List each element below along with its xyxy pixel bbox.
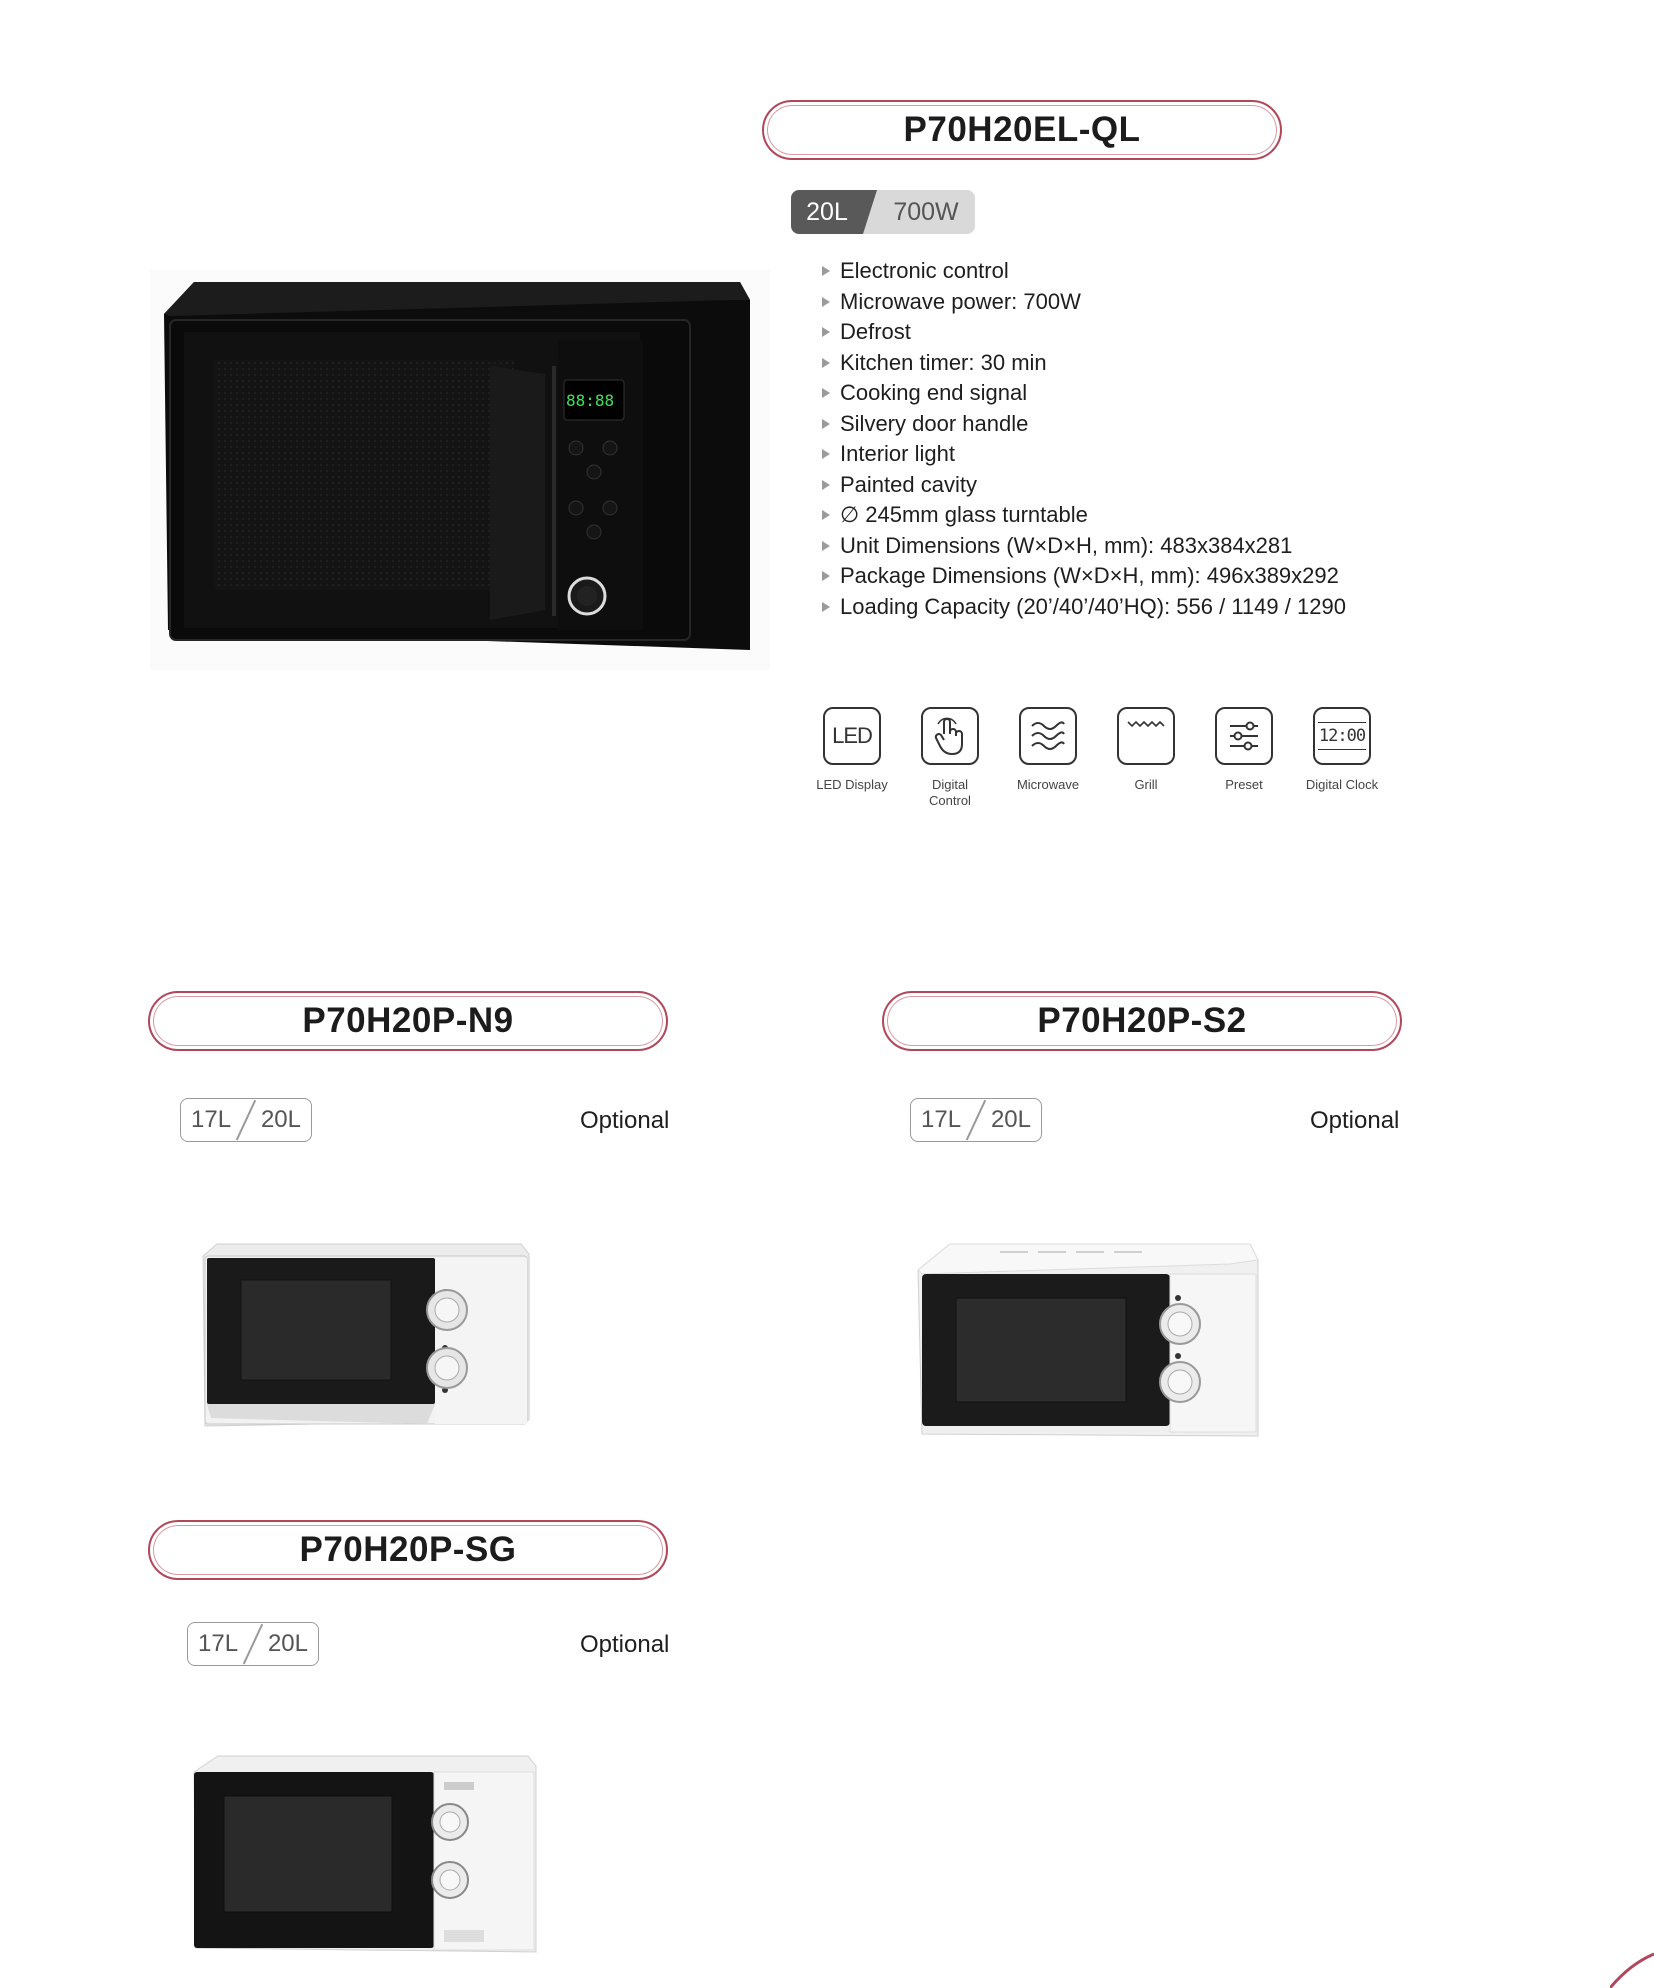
optional-label: Optional bbox=[1310, 1107, 1400, 1134]
capacity-label: 20L bbox=[791, 190, 863, 234]
power-label: 700W bbox=[863, 190, 975, 234]
feature-icon-led bbox=[804, 707, 900, 793]
feature-item: Unit Dimensions (W×D×H, mm): 483x384x281 bbox=[822, 531, 1346, 562]
feature-list bbox=[822, 256, 1346, 622]
bullet-icon bbox=[822, 297, 830, 307]
icon-label: Microwave bbox=[1016, 777, 1080, 792]
capacity-b: 20L bbox=[267, 1630, 308, 1657]
bullet-icon bbox=[822, 419, 830, 429]
icon-label: Preset bbox=[1225, 777, 1263, 792]
feature-icon-preset bbox=[1196, 707, 1292, 793]
slash-divider bbox=[966, 1100, 986, 1140]
bullet-icon bbox=[822, 602, 830, 612]
led-display-icon: LED bbox=[823, 707, 881, 765]
bullet-icon bbox=[822, 327, 830, 337]
feature-icon-digital-control bbox=[902, 707, 998, 809]
bullet-icon bbox=[822, 266, 830, 276]
capacity-tag bbox=[180, 1098, 312, 1142]
feature-item: Silvery door handle bbox=[822, 409, 1346, 440]
model-title-text: P70H20P-N9 bbox=[302, 1001, 514, 1040]
model-title-text: P70H20P-S2 bbox=[1037, 1001, 1247, 1040]
capacity-b: 20L bbox=[990, 1106, 1031, 1133]
feature-icon-microwave bbox=[1000, 707, 1096, 793]
capacity-a: 17L bbox=[198, 1630, 239, 1657]
model-title-text: P70H20EL-QL bbox=[903, 110, 1141, 149]
feature-item: Cooking end signal bbox=[822, 378, 1346, 409]
model-title-s2 bbox=[882, 991, 1402, 1051]
digital-control-icon bbox=[921, 707, 979, 765]
corner-swoosh-decoration bbox=[1610, 1950, 1654, 1988]
digital-clock-icon: 12:00 bbox=[1313, 707, 1371, 765]
model-title-text: P70H20P-SG bbox=[299, 1530, 517, 1569]
feature-item: Loading Capacity (20’/40’/40’HQ): 556 / 1149 / 1290 bbox=[822, 592, 1346, 623]
feature-item: Painted cavity bbox=[822, 470, 1346, 501]
feature-item: Microwave power: 700W bbox=[822, 287, 1346, 318]
bullet-icon bbox=[822, 358, 830, 368]
optional-label: Optional bbox=[580, 1631, 670, 1658]
display-readout: 88:88 bbox=[566, 391, 615, 410]
feature-icon-digital-clock bbox=[1294, 707, 1390, 793]
feature-item: Electronic control bbox=[822, 256, 1346, 287]
microwave-icon bbox=[1019, 707, 1077, 765]
microwave-n9-image bbox=[195, 1240, 535, 1435]
feature-item: Kitchen timer: 30 min bbox=[822, 348, 1346, 379]
model-title-n9 bbox=[148, 991, 668, 1051]
icon-label: Grill bbox=[1134, 777, 1158, 792]
microwave-black-image bbox=[150, 270, 770, 670]
bullet-icon bbox=[822, 541, 830, 551]
feature-item: Defrost bbox=[822, 317, 1346, 348]
slash-divider bbox=[243, 1624, 263, 1664]
model-title-sg bbox=[148, 1520, 668, 1580]
grill-icon bbox=[1117, 707, 1175, 765]
capacity-a: 17L bbox=[191, 1106, 232, 1133]
feature-item: Interior light bbox=[822, 439, 1346, 470]
icon-label: Digital Control bbox=[929, 777, 971, 808]
preset-icon bbox=[1215, 707, 1273, 765]
bullet-icon bbox=[822, 388, 830, 398]
model-title-main bbox=[762, 100, 1282, 160]
bullet-icon bbox=[822, 480, 830, 490]
microwave-sg-image bbox=[188, 1752, 538, 1962]
bullet-icon bbox=[822, 510, 830, 520]
feature-item: Package Dimensions (W×D×H, mm): 496x389x292 bbox=[822, 561, 1346, 592]
spec-tag bbox=[791, 190, 975, 234]
feature-icon-grill bbox=[1098, 707, 1194, 793]
capacity-tag bbox=[187, 1622, 319, 1666]
capacity-b: 20L bbox=[260, 1106, 301, 1133]
feature-item: ∅ 245mm glass turntable bbox=[822, 500, 1346, 531]
icon-label: Digital Clock bbox=[1305, 777, 1379, 792]
microwave-s2-image bbox=[910, 1240, 1260, 1450]
capacity-tag bbox=[910, 1098, 1042, 1142]
bullet-icon bbox=[822, 449, 830, 459]
capacity-a: 17L bbox=[921, 1106, 962, 1133]
bullet-icon bbox=[822, 571, 830, 581]
optional-label: Optional bbox=[580, 1107, 670, 1134]
slash-divider bbox=[236, 1100, 256, 1140]
icon-label: LED Display bbox=[816, 777, 888, 792]
